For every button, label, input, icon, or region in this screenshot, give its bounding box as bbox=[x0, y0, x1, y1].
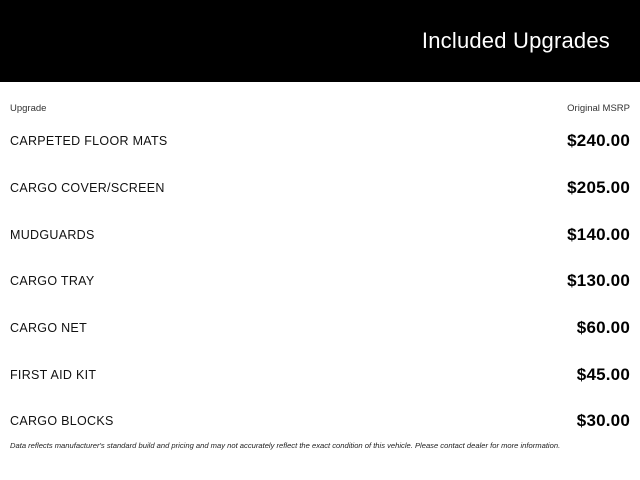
table-column-headers bbox=[10, 82, 630, 118]
upgrade-price: $140.00 bbox=[567, 224, 630, 244]
table-row bbox=[10, 118, 630, 165]
table-row bbox=[10, 305, 630, 352]
page-title: Included Upgrades bbox=[421, 28, 610, 53]
table-row bbox=[10, 165, 630, 212]
column-header-upgrade: Upgrade bbox=[10, 103, 47, 114]
header-bar bbox=[0, 0, 640, 82]
table-row bbox=[10, 258, 630, 305]
column-header-msrp: Original MSRP bbox=[567, 103, 630, 114]
table-row bbox=[10, 398, 630, 445]
upgrade-name: CARGO COVER/SCREEN bbox=[10, 181, 165, 196]
upgrade-price: $205.00 bbox=[567, 178, 630, 198]
disclaimer-text: Data reflects manufacturer's standard build and pricing and may not accurately reflect the exact condition of this vehicle. Please contact dealer for more information. bbox=[10, 441, 561, 450]
upgrade-name: CARGO TRAY bbox=[10, 274, 95, 289]
content-area bbox=[0, 82, 640, 445]
upgrade-price: $60.00 bbox=[576, 318, 630, 338]
upgrades-table bbox=[10, 118, 630, 445]
upgrade-price: $240.00 bbox=[567, 131, 630, 151]
upgrade-name: CARPETED FLOOR MATS bbox=[10, 134, 168, 149]
table-row bbox=[10, 351, 630, 398]
upgrade-name: CARGO NET bbox=[10, 321, 88, 336]
upgrade-price: $130.00 bbox=[567, 271, 630, 291]
table-row bbox=[10, 211, 630, 258]
upgrade-name: MUDGUARDS bbox=[10, 227, 95, 242]
upgrade-price: $45.00 bbox=[576, 364, 630, 384]
upgrade-name: CARGO BLOCKS bbox=[10, 414, 114, 429]
upgrade-name: FIRST AID KIT bbox=[10, 367, 97, 382]
upgrade-price: $30.00 bbox=[576, 411, 630, 431]
